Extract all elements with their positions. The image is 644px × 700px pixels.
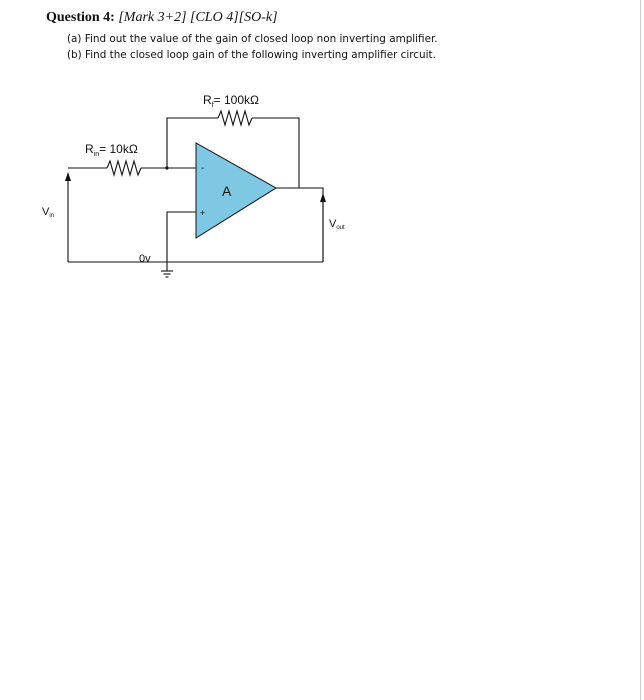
rin-label bbox=[85, 142, 138, 158]
rf-resistor-symbol bbox=[218, 111, 252, 125]
opamp-plus-sign: + bbox=[200, 208, 206, 218]
rin-symbol: R bbox=[85, 142, 94, 156]
non-inverting-input-wire bbox=[167, 212, 196, 262]
opamp-minus-sign: - bbox=[201, 163, 205, 174]
part-a-text: Find out the value of the gain of closed loop non inverting amplifier. bbox=[84, 33, 438, 45]
rin-subscript: in bbox=[93, 151, 100, 158]
output-wire bbox=[276, 188, 323, 262]
part-b-text: Find the closed loop gain of the following inverting amplifier circuit. bbox=[85, 49, 436, 61]
vout-label bbox=[329, 218, 345, 231]
rin-value: = 10kΩ bbox=[99, 142, 138, 156]
rf-symbol: R bbox=[203, 93, 212, 107]
ground-label: 0v bbox=[139, 253, 151, 265]
question-marks: [Mark 3+2] [CLO 4][SO-k] bbox=[118, 10, 278, 25]
part-b-label: (b) bbox=[67, 49, 82, 61]
opamp-label: A bbox=[222, 183, 232, 199]
part-a-label: (a) bbox=[67, 33, 82, 45]
vout-symbol: V bbox=[329, 218, 337, 230]
vout-arrow-head bbox=[320, 193, 326, 202]
ground-icon bbox=[161, 271, 173, 277]
rf-value: = 100kΩ bbox=[213, 93, 259, 107]
opamp-triangle bbox=[196, 143, 276, 238]
vout-subscript: out bbox=[336, 225, 345, 231]
vin-symbol: V bbox=[42, 206, 50, 218]
feedback-wire-right bbox=[252, 118, 299, 188]
vin-arrow-head bbox=[65, 172, 71, 181]
rf-subscript: f bbox=[211, 102, 214, 109]
vin-subscript: in bbox=[49, 213, 55, 219]
rf-label bbox=[203, 93, 259, 109]
question-title: Question 4: bbox=[46, 10, 115, 25]
rin-resistor-symbol bbox=[107, 161, 141, 175]
junction-dot bbox=[165, 166, 168, 169]
vin-label bbox=[42, 206, 54, 219]
